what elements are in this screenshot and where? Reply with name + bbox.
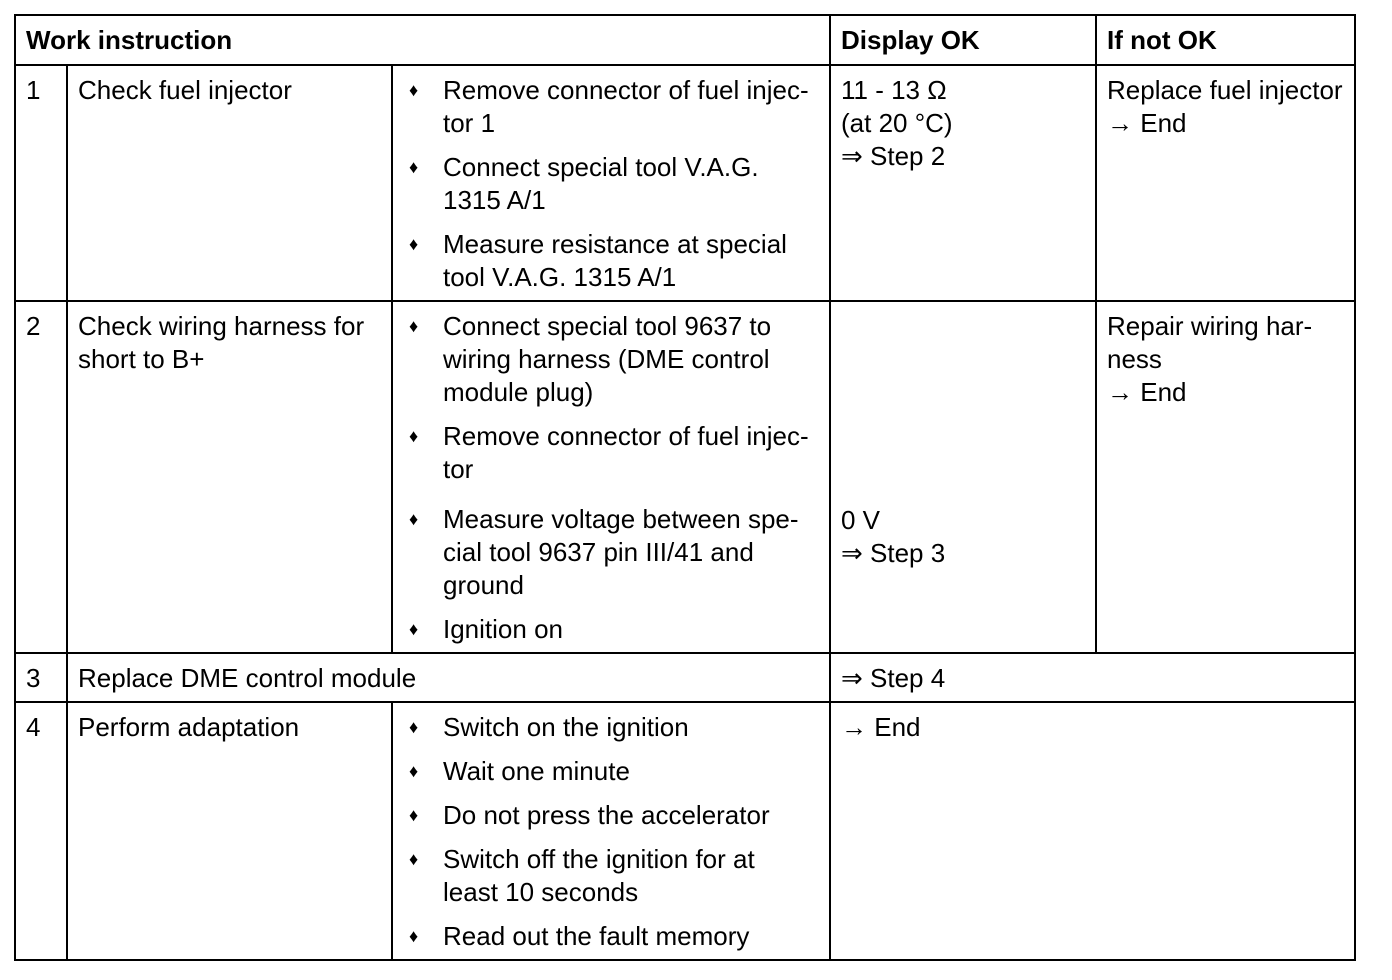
header-row [15, 15, 1355, 65]
instruction-item [403, 843, 819, 909]
instruction-item [403, 503, 819, 602]
step-number: 3 [15, 653, 67, 702]
if-not-ok-line: → End [1107, 108, 1187, 138]
diamond-bullet-icon: ♦ [409, 234, 419, 254]
instruction-line: Ignition on [443, 614, 563, 644]
if-not-ok-cell [1096, 301, 1355, 653]
diamond-bullet-icon: ♦ [409, 717, 419, 737]
display-ok-cell [830, 65, 1096, 301]
instruction-line: Do not press the accelerator [443, 800, 770, 830]
instruction-line: Switch off the ignition for at [443, 844, 755, 874]
instruction-line: Wait one minute [443, 756, 630, 786]
table-row [15, 65, 1355, 301]
step-description [67, 301, 392, 653]
display-ok-line: (at 20 °C) [841, 108, 953, 138]
table-row [15, 702, 1355, 960]
instruction-line: least 10 seconds [443, 877, 639, 907]
instruction-item [403, 151, 819, 217]
instruction-list [403, 74, 819, 294]
instruction-line: Remove connector of fuel injec- [443, 75, 809, 105]
instruction-line: tor 1 [443, 108, 496, 138]
instruction-item [403, 799, 819, 832]
instruction-item [403, 755, 819, 788]
instruction-item [403, 920, 819, 953]
instruction-line: Read out the fault memory [443, 921, 750, 951]
instruction-list-cell [392, 301, 830, 653]
instruction-line: ground [443, 570, 524, 600]
if-not-ok-line: Repair wiring har- [1107, 311, 1313, 341]
if-not-ok-cell [1096, 65, 1355, 301]
instruction-line: 1315 A/1 [443, 185, 546, 215]
instruction-line: Remove connector of fuel injec- [443, 421, 809, 451]
step-number: 1 [15, 65, 67, 301]
instruction-item [403, 310, 819, 409]
display-ok-line: 0 V [841, 505, 881, 535]
diamond-bullet-icon: ♦ [409, 426, 419, 446]
instruction-line: Measure resistance at special [443, 229, 787, 259]
diamond-bullet-icon: ♦ [409, 316, 419, 336]
description-line: Check wiring harness for [78, 311, 365, 341]
instruction-line: Measure voltage between spe- [443, 504, 799, 534]
diamond-bullet-icon: ♦ [409, 619, 419, 639]
description-line: short to B+ [78, 344, 205, 374]
if-not-ok-line: Replace fuel injector [1107, 75, 1343, 105]
diamond-bullet-icon: ♦ [409, 509, 419, 529]
diamond-bullet-icon: ♦ [409, 80, 419, 100]
table-row [15, 301, 1355, 653]
display-ok-cell [830, 301, 1096, 653]
header-display-ok: Display OK [830, 15, 1096, 65]
instruction-item [403, 711, 819, 744]
step-description: Check fuel injector [67, 65, 392, 301]
step-description: Perform adaptation [67, 702, 392, 960]
instruction-list-cell [392, 65, 830, 301]
step-number: 2 [15, 301, 67, 653]
instruction-item [403, 613, 819, 646]
instruction-line: module plug) [443, 377, 594, 407]
instruction-line: wiring harness (DME control [443, 344, 770, 374]
display-ok-line: ⇒ Step 3 [841, 538, 946, 568]
display-ok-line: 11 - 13 Ω [841, 75, 947, 105]
if-not-ok-line: ness [1107, 344, 1162, 374]
instruction-item [403, 228, 819, 294]
instruction-line: Connect special tool V.A.G. [443, 152, 759, 182]
header-if-not-ok: If not OK [1096, 15, 1355, 65]
instruction-item [403, 74, 819, 140]
cell-spacer [841, 310, 1085, 504]
diamond-bullet-icon: ♦ [409, 157, 419, 177]
step-description: Replace DME control module [67, 653, 830, 702]
display-ok-cell: ⇒ Step 4 [830, 653, 1355, 702]
display-ok-line: ⇒ Step 2 [841, 141, 946, 171]
diamond-bullet-icon: ♦ [409, 761, 419, 781]
instruction-line: Connect special tool 9637 to [443, 311, 772, 341]
instruction-line: Switch on the ignition [443, 712, 689, 742]
work-instruction-table [14, 14, 1356, 961]
instruction-list [403, 711, 819, 953]
step-number: 4 [15, 702, 67, 960]
header-work-instruction: Work instruction [15, 15, 830, 65]
instruction-list [403, 310, 819, 646]
instruction-list-cell [392, 702, 830, 960]
instruction-line: cial tool 9637 pin III/41 and [443, 537, 754, 567]
instruction-line: tool V.A.G. 1315 A/1 [443, 262, 677, 292]
instruction-item [403, 420, 819, 486]
instruction-line: tor [443, 454, 474, 484]
diamond-bullet-icon: ♦ [409, 805, 419, 825]
table-row [15, 653, 1355, 702]
diamond-bullet-icon: ♦ [409, 849, 419, 869]
display-ok-cell: → End [830, 702, 1355, 960]
diamond-bullet-icon: ♦ [409, 926, 419, 946]
if-not-ok-line: → End [1107, 377, 1187, 407]
